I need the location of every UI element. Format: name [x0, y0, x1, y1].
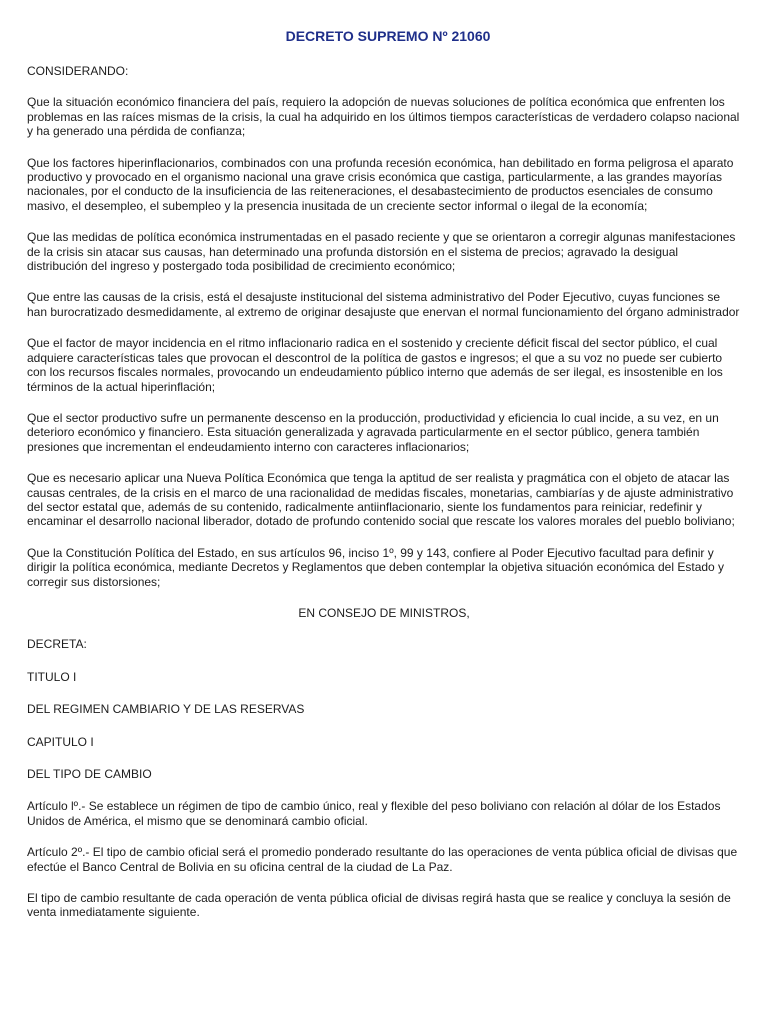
capitulo-heading: CAPITULO I — [27, 734, 94, 749]
consejo-heading: EN CONSEJO DE MINISTROS, — [298, 605, 470, 620]
document-page — [27, 28, 741, 937]
decreta-heading: DECRETA: — [27, 637, 87, 652]
paragraph-3: Que las medidas de política económica instrumentadas en el pasado reciente y que se orientaron a corregir algunas manifestaciones de la crisis sin atacar sus causas, han determinado una profunda distorsión en el sistema de precios; agravado la desigual distribución del ingreso y postergado toda posibilidad de crecimiento económico; — [27, 230, 736, 274]
paragraph-8: Que la Constitución Política del Estado, en sus artículos 96, inciso 1º, 99 y 143, confiere al Poder Ejecutivo facultad para definir y dirigir la política económica, mediante Decretos y Reglamentos que deben contemplar la objetiva situación económica del Estado y corregir sus distorsiones; — [27, 545, 725, 589]
articulo-1: Artículo lº.- Se establece un régimen de tipo de cambio único, real y flexible del peso boliviano con relación al dólar de los Estados Unidos de América, el mismo que se denominará cambio oficial. — [27, 799, 721, 828]
titulo-heading: TITULO I — [27, 669, 77, 684]
paragraph-1: Que la situación económico financiera del país, requiero la adopción de nuevas soluciones de política económica que enfrenten los problemas en las raíces mismas de la crisis, la cual ha adquirido en los últimos tiempos características de verdadero colapso nacional y ha generado una pérdida de confianza; — [27, 95, 740, 139]
capitulo-subheading: DEL TIPO DE CAMBIO — [27, 767, 152, 781]
paragraph-4: Que entre las causas de la crisis, está el desajuste institucional del sistema administrativo del Poder Ejecutivo, cuyas funciones se han burocratizado desmedidamente, al extremo de originar desajuste que enervan el normal funcionamiento del órgano administrador — [27, 290, 740, 319]
articulo-2: Artículo 2º.- El tipo de cambio oficial será el promedio ponderado resultante do las operaciones de venta pública oficial de divisas que efectúe el Banco Central de Bolivia en su oficina central de la ciudad de La Paz. — [27, 845, 738, 874]
paragraph-5: Que el factor de mayor incidencia en el ritmo inflacionario radica en el sostenido y creciente déficit fiscal del sector público, el cual adquiere características tales que provocan el descontrol de la política de gastos e ingresos; el que a su voz no puede ser cubierto con los recursos fiscales normales, provocando un endeudamiento público interno que además de ser ilegal, es insostenible en los términos de la actual hiperinflación; — [27, 336, 723, 394]
considerando-heading: CONSIDERANDO: — [27, 64, 129, 78]
titulo-subheading: DEL REGIMEN CAMBIARIO Y DE LAS RESERVAS — [27, 702, 305, 717]
paragraph-7: Que es necesario aplicar una Nueva Política Económica que tenga la aptitud de ser realista y pragmática con el objeto de atacar las causas centrales, de la crisis en el marco de una racionalidad de medidas fiscales, monetarias, cambiarías y de ajuste administrativo del sector estatal que, además de su contenido, radicalmente antiinflacionario, siente los fundamentos para reiniciar, redefinir y encaminar el desarrollo nacional liberador, dotado de profundo contenido social que rescate los valores morales del pueblo boliviano; — [27, 471, 735, 529]
paragraph-2: Que los factores hiperinflacionarios, combinados con una profunda recesión económica, han debilitado en forma peligrosa el aparato productivo y provocado en el organismo nacional una grave crisis económica que castiga, particularmente, a las grandes mayorías nacionales, por el conducto de la insuficiencia de las reiteneraciones, el desabastecimiento de productos esenciales de consumo masivo, el desempleo, el subempleo y la presencia inusitada de un creciente sector informal o ilegal de la economía; — [27, 155, 734, 213]
articulo-2-continuation: El tipo de cambio resultante de cada operación de venta pública oficial de divisas regirá hasta que se realice y concluya la sesión de venta inmediatamente siguiente. — [27, 891, 731, 920]
document-title: DECRETO SUPREMO Nº 21060 — [285, 28, 491, 44]
paragraph-6: Que el sector productivo sufre un permanente descenso en la producción, productividad y eficiencia lo cual incide, a su vez, en un deterioro económico y financiero. Esta situación generalizada y agravada particularmente en el sector público, genera también presiones que incrementan el endeudamiento interno con caracteres inflacionarios; — [27, 410, 719, 454]
